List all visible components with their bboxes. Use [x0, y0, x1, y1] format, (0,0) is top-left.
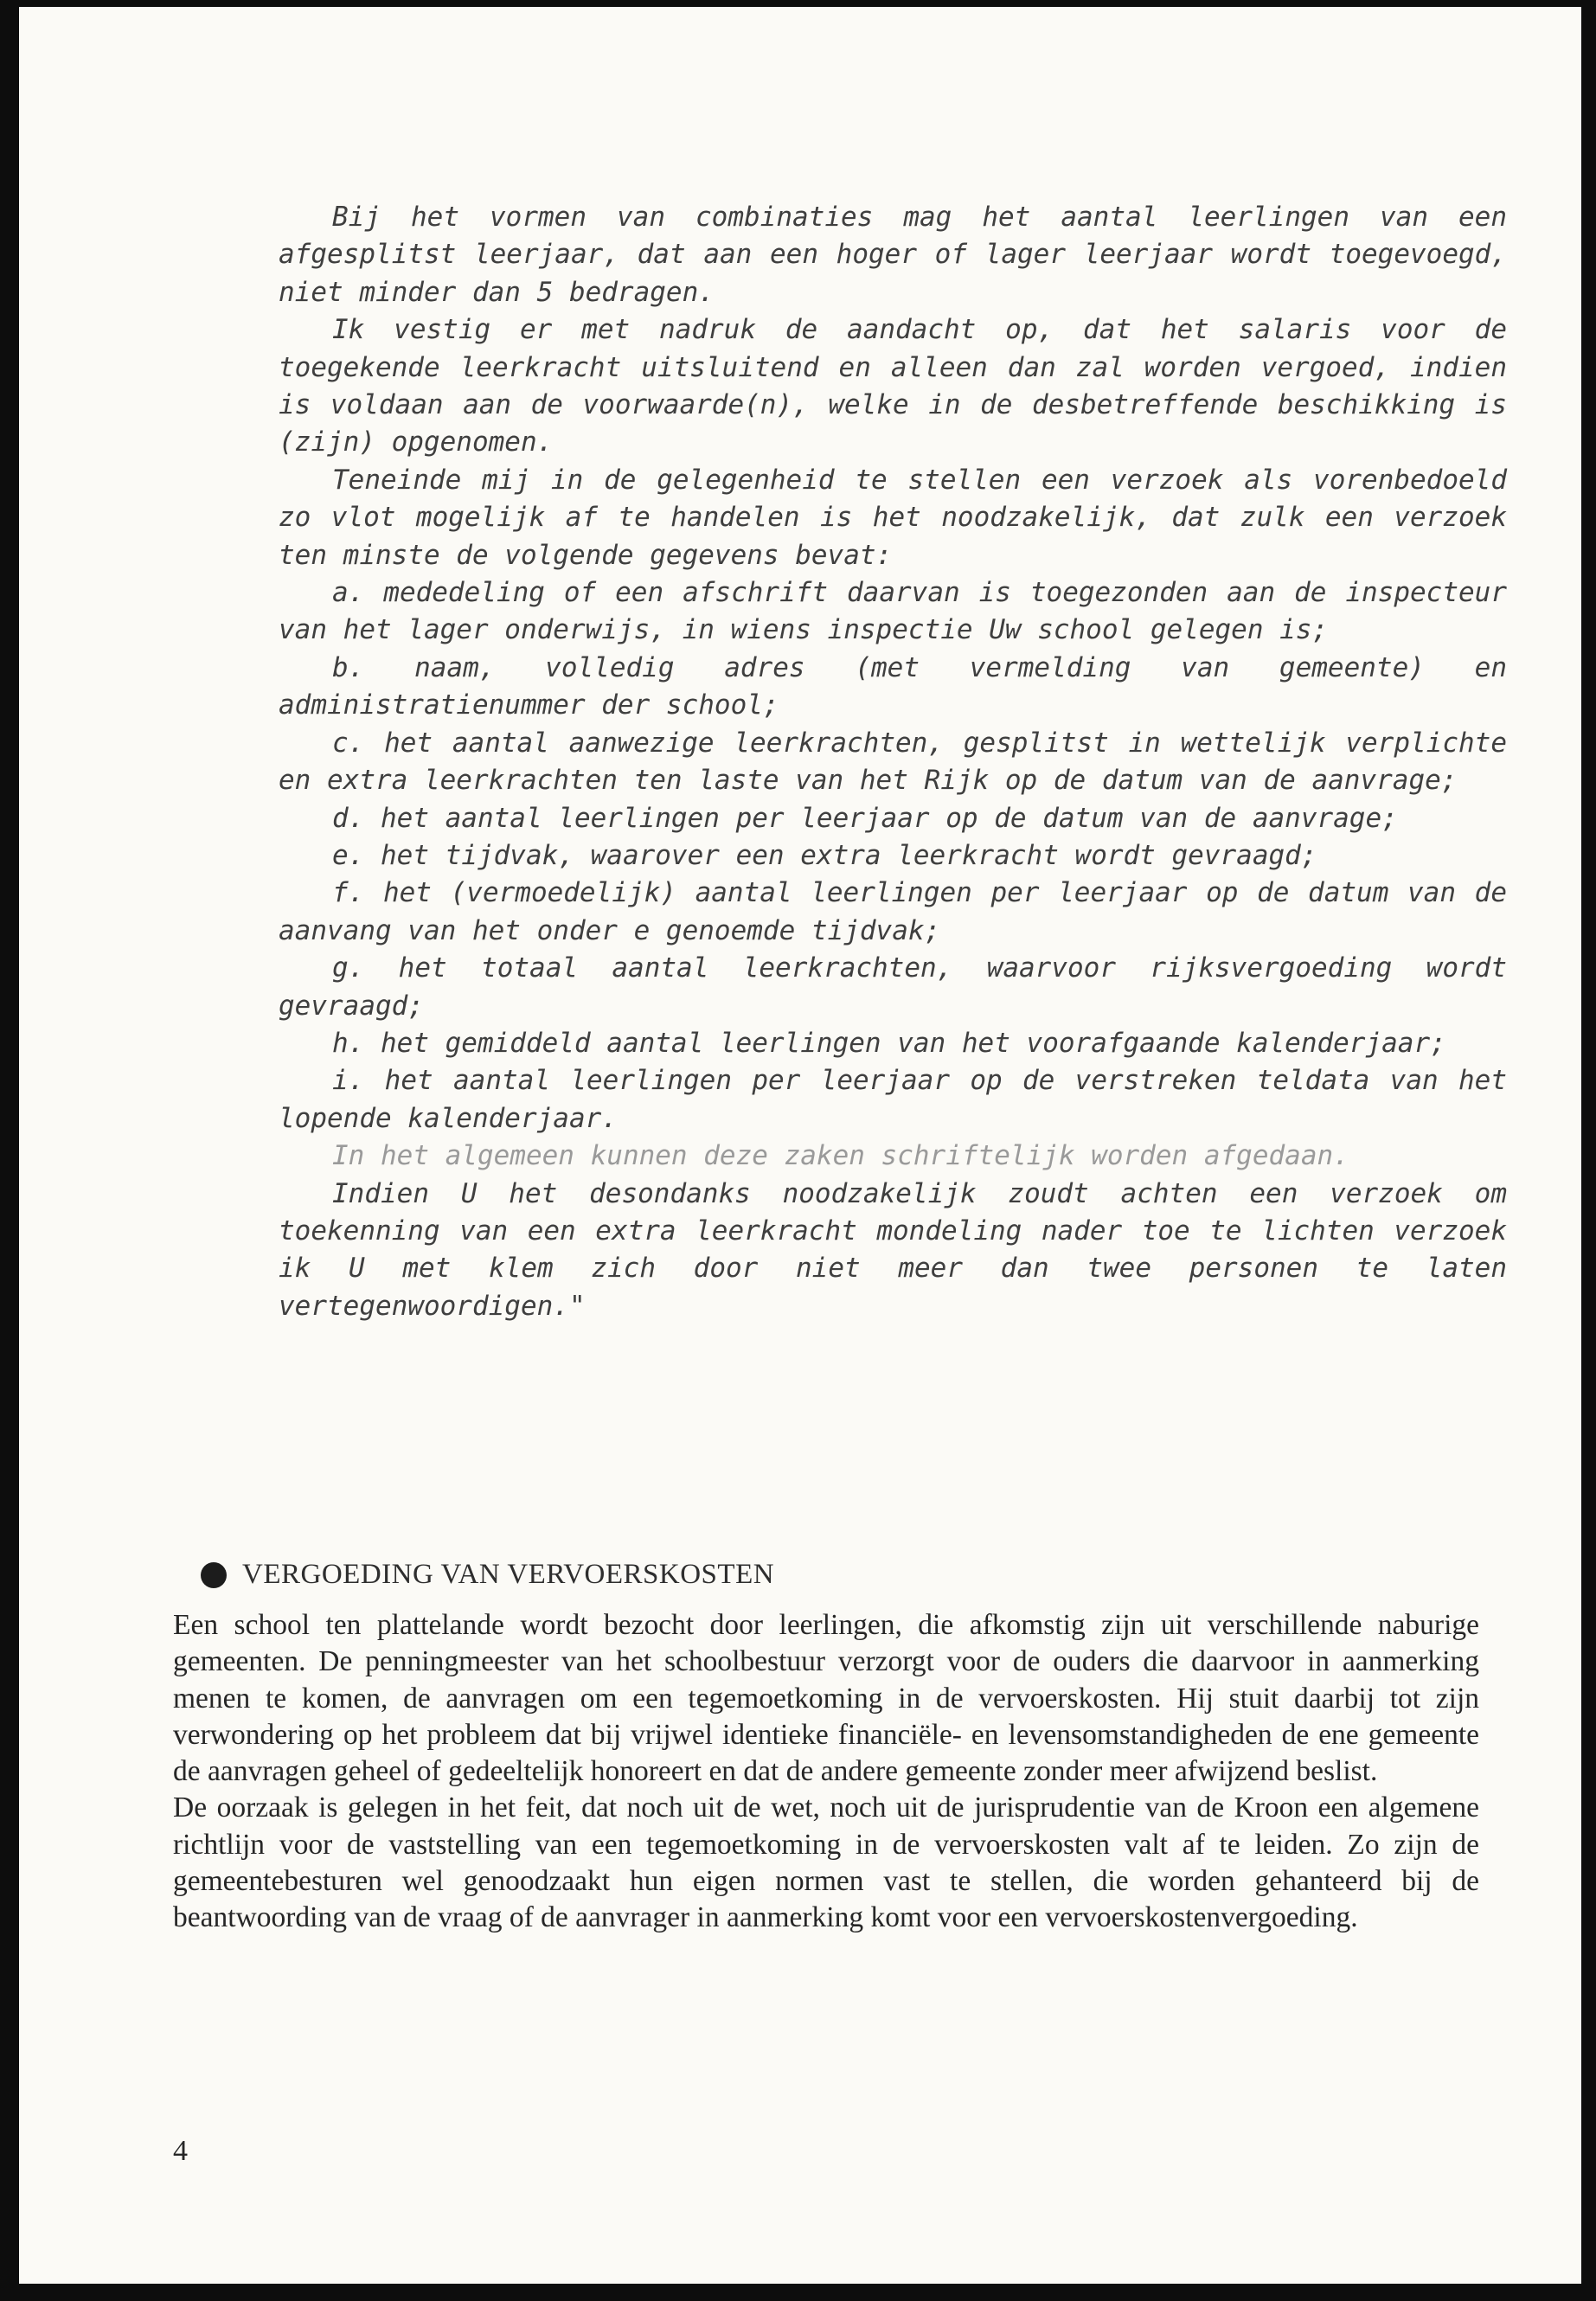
quote-list-item: i. het aantal leerlingen per leerjaar op de verstreken teldata van het lopende kalenderjaar.: [279, 1065, 1507, 1134]
document-page: [19, 7, 1581, 2284]
quote-list-item: c. het aantal aanwezige leerkrachten, gesplitst in wettelijk verplichte en extra leerkrachten ten laste van het Rijk op de datum van de aanvrage;: [279, 727, 1507, 797]
quote-list-item: g. het totaal aantal leerkrachten, waarvoor rijksvergoeding wordt gevraagd;: [279, 952, 1507, 1022]
quote-list-item: h. het gemiddeld aantal leerlingen van het voorafgaande kalenderjaar;: [332, 1027, 1446, 1059]
quote-list-item: b. naam, volledig adres (met vermelding van gemeente) en administratienummer der school;: [279, 651, 1507, 721]
quote-list-item: e. het tijdvak, waarover een extra leerkracht wordt gevraagd;: [332, 839, 1317, 871]
section-body: [173, 1607, 1479, 1937]
quote-closing-paragraph: Indien U het desondanks noodzakelijk zoudt achten een verzoek om toekenning van een extra leerkracht mondeling nader toe te lichten verzoek ik U met klem zich door niet meer dan twee personen te laten vertegenwoordigen.": [279, 1177, 1507, 1322]
quote-list-item: a. mededeling of een afschrift daarvan is toegezonden aan de inspecteur van het lager onderwijs, in wiens inspectie Uw school gelegen is;: [279, 577, 1507, 646]
quote-list-item: d. het aantal leerlingen per leerjaar op de datum van de aanvrage;: [332, 802, 1398, 834]
body-paragraph: Een school ten plattelande wordt bezocht door leerlingen, die afkomstig zijn uit verschillende naburige gemeenten. De penningmeester van het schoolbestuur verzorgt voor de ouders die daarvoor in aanmerking menen te komen, de aanvragen om een tegemoetkoming in de vervoerskosten. Hij stuit daarbij tot zijn verwondering op het probleem dat bij vrijwel identieke financiële- en levensomstandigheden de ene gemeente de aanvragen geheel of gedeeltelijk honoreert en dat de andere gemeente zonder meer afwijzend beslist.: [173, 1609, 1479, 1788]
page-number: 4: [173, 2135, 188, 2167]
quote-list-item: f. het (vermoedelijk) aantal leerlingen per leerjaar op de datum van de aanvang van het onder e genoemde tijdvak;: [279, 877, 1507, 946]
quote-paragraph: Ik vestig er met nadruk de aandacht op, dat het salaris voor de toegekende leerkracht uitsluitend en alleen dan zal worden vergoed, indien is voldaan aan de voorwaarde(n), welke in de desbetreffende beschikking is (zijn) opgenomen.: [279, 314, 1507, 458]
section-heading: [201, 1559, 774, 1591]
body-paragraph: De oorzaak is gelegen in het feit, dat noch uit de wet, noch uit de jurisprudentie van de Kroon een algemene richtlijn voor de vaststelling van een tegemoetkoming in de vervoerskosten valt af te leiden. Zo zijn de gemeentebesturen wel genoodzaakt hun eigen normen vast te stellen, die worden gehanteerd bij de beantwoording van de vraag of de aanvrager in aanmerking komt voor een vervoerskostenvergoeding.: [173, 1791, 1479, 1934]
bullet-icon: [201, 1562, 227, 1588]
section-heading-text: VERGOEDING VAN VERVOERSKOSTEN: [242, 1559, 775, 1590]
quote-paragraph-faded: In het algemeen kunnen deze zaken schriftelijk worden afgedaan.: [332, 1140, 1349, 1172]
quoted-letter: [279, 199, 1507, 1325]
quote-paragraph: Teneinde mij in de gelegenheid te stellen een verzoek als vorenbedoeld zo vlot mogelijk af te handelen is het noodzakelijk, dat zulk een verzoek ten minste de volgende gegevens bevat:: [279, 464, 1507, 571]
quote-paragraph: Bij het vormen van combinaties mag het aantal leerlingen van een afgesplitst leerjaar, dat aan een hoger of lager leerjaar wordt toegevoegd, niet minder dan 5 bedragen.: [279, 202, 1507, 308]
